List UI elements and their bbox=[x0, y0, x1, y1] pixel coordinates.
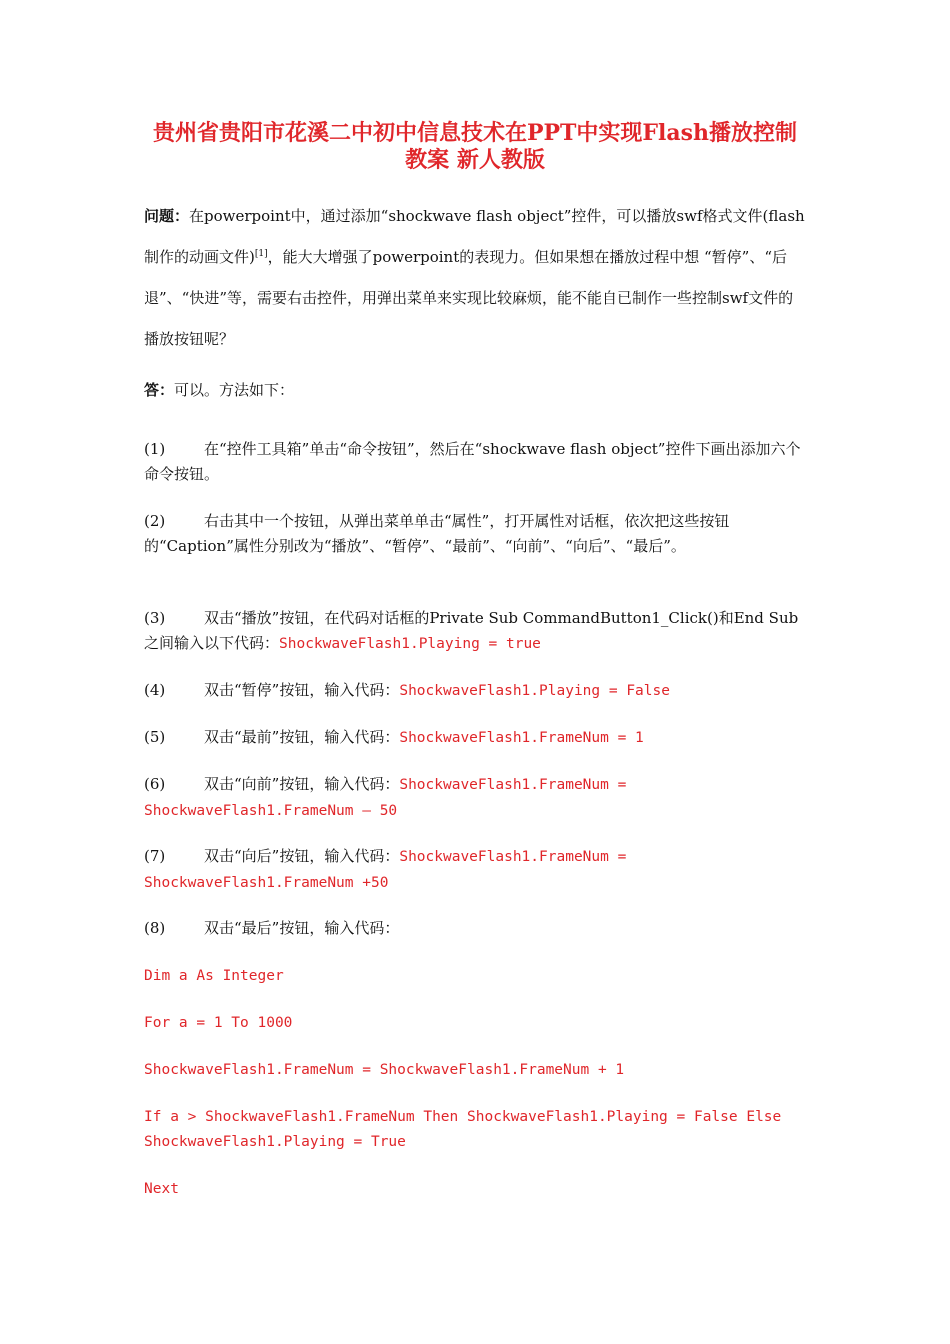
step-number: (1) bbox=[144, 440, 166, 458]
step-text: 双击“播放”按钮，在代码对话框的Private Sub CommandButton1_Click()和End Sub之间输入以下代码： bbox=[144, 609, 799, 652]
step-8 bbox=[144, 916, 808, 941]
code-line: ShockwaveFlash1.FrameNum = ShockwaveFlash1.FrameNum + 1 bbox=[144, 1062, 625, 1078]
footnote-marker: [1] bbox=[254, 249, 268, 259]
step-number: (3) bbox=[144, 609, 166, 627]
step-2 bbox=[144, 509, 808, 559]
step-text: 右击其中一个按钮，从弹出菜单单击“属性”，打开属性对话框，依次把这些按钮的“Caption”属性分别改为“播放”、“暂停”、“最前”、“向前”、“向后”、“最后”。 bbox=[144, 512, 730, 555]
step-4 bbox=[144, 678, 808, 704]
step-number: (6) bbox=[144, 775, 166, 793]
code-line: If a > ShockwaveFlash1.FrameNum Then ShockwaveFlash1.Playing = False Else ShockwaveFlash1.Playing = True bbox=[144, 1109, 782, 1150]
step-text: 双击“向后”按钮，输入代码： bbox=[204, 847, 400, 865]
step-code: ShockwaveFlash1.Playing = true bbox=[279, 636, 541, 652]
step-number: (2) bbox=[144, 512, 166, 530]
step-code: ShockwaveFlash1.Playing = False bbox=[399, 683, 670, 699]
title-line-2: 教案 新人教版 bbox=[405, 147, 545, 173]
step-number: (7) bbox=[144, 847, 166, 865]
code-line: For a = 1 To 1000 bbox=[144, 1015, 293, 1031]
step-1 bbox=[144, 437, 808, 487]
step-number: (5) bbox=[144, 728, 166, 746]
step-3 bbox=[144, 606, 808, 657]
code-line: Next bbox=[144, 1181, 179, 1197]
question-text-part2: ，能大大增强了powerpoint的表现力。但如果想在播放过程中想 “暂停”、“后退”、“快进”等，需要右击控件，用弹出菜单来实现比较麻烦，能不能自已制作一些控制swf文件的播放按钮呢？ bbox=[144, 248, 794, 348]
step-6 bbox=[144, 772, 808, 824]
question-paragraph bbox=[144, 196, 808, 360]
step-code: ShockwaveFlash1.FrameNum = ShockwaveFlash1.FrameNum – 50 bbox=[144, 777, 627, 819]
step-5 bbox=[144, 725, 808, 751]
step-number: (4) bbox=[144, 681, 166, 699]
question-text-part1: 在powerpoint中，通过添加“shockwave flash object”控件，可以播放swf格式文件(flash制作的动画文件) bbox=[144, 207, 805, 266]
step-code: ShockwaveFlash1.FrameNum = 1 bbox=[399, 730, 644, 746]
answer-label: 答： bbox=[144, 381, 175, 399]
question-label: 问题： bbox=[144, 207, 190, 225]
step-7 bbox=[144, 844, 808, 896]
document-title bbox=[120, 120, 830, 174]
title-line-1: 贵州省贵阳市花溪二中初中信息技术在PPT中实现Flash播放控制 bbox=[152, 120, 798, 146]
code-line: Dim a As Integer bbox=[144, 968, 284, 984]
step-text: 双击“向前”按钮，输入代码： bbox=[204, 775, 400, 793]
answer-paragraph bbox=[144, 378, 808, 403]
step-text: 双击“最前”按钮，输入代码： bbox=[204, 728, 400, 746]
answer-text: 可以。方法如下： bbox=[174, 381, 295, 399]
step-number: (8) bbox=[144, 919, 166, 937]
step-code: ShockwaveFlash1.FrameNum = ShockwaveFlash1.FrameNum +50 bbox=[144, 849, 627, 891]
step-text: 双击“暂停”按钮，输入代码： bbox=[204, 681, 400, 699]
step-text: 双击“最后”按钮，输入代码： bbox=[204, 919, 400, 937]
step-text: 在“控件工具箱”单击“命令按钮”，然后在“shockwave flash object”控件下画出添加六个命令按钮。 bbox=[144, 440, 801, 483]
